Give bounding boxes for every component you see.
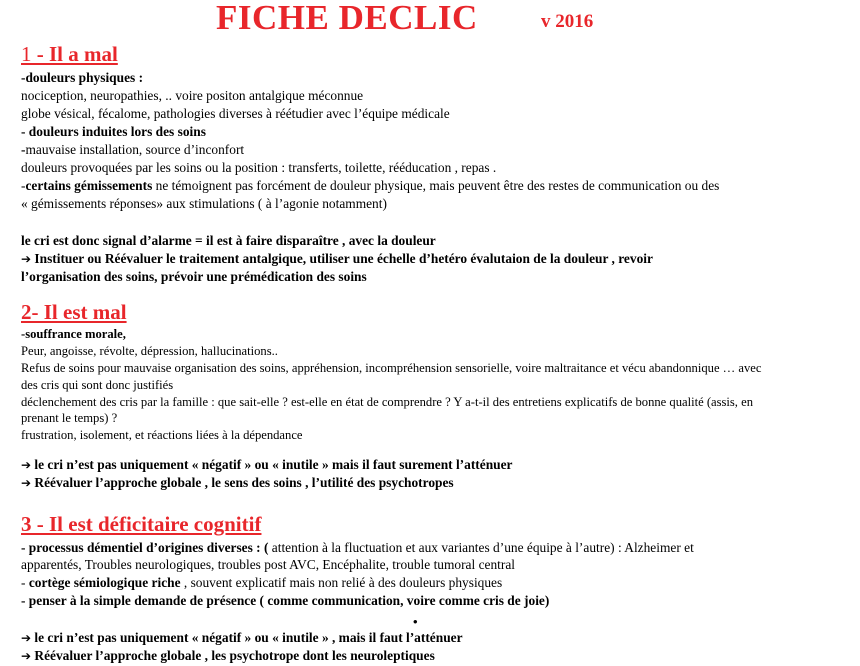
section-3-heading: 3 - Il est déficitaire cognitif: [21, 512, 262, 536]
s3-line-6-text: Réévaluer l’approche globale , les psychotrope dont les neuroleptiques: [31, 648, 435, 663]
s3-line-3-bold: cortège sémiologique riche: [28, 575, 181, 590]
s2-line-6: prenant le temps) ?: [21, 411, 118, 425]
s3-line-4: - penser à la simple demande de présence ( comme communication, voire comme cris de joie): [21, 593, 550, 608]
s3-line-1-bold: - processus démentiel d’origines diverses : (: [21, 540, 269, 555]
s1-line-7: [21, 178, 719, 193]
s2-line-9: [21, 475, 454, 491]
s2-line-8: [21, 457, 513, 473]
section-1-heading: [21, 42, 118, 67]
s3-line-3-text: , souvent explicatif mais non relié à des douleurs physiques: [180, 575, 503, 590]
s1-line-7-text: ne témoignent pas forcément de douleur physique, mais peuvent être des restes de communication ou des: [152, 178, 720, 193]
s2-line-2: Peur, angoisse, révolte, dépression, hallucinations..: [21, 344, 278, 358]
s1-line-5-text: mauvaise installation, source d’inconfort: [25, 142, 245, 157]
title-row: [0, 0, 860, 42]
arrow-icon: ➔: [21, 631, 32, 645]
document-title: FICHE DECLIC: [216, 0, 478, 37]
s1-line-4: - douleurs induites lors des soins: [21, 124, 206, 139]
section-2-heading: 2- Il est mal: [21, 300, 127, 324]
s3-line-6: [21, 648, 435, 664]
s1-line-5-dash: -: [21, 142, 26, 157]
s3-line-1-text: attention à la fluctuation et aux variantes d’une équipe à l’autre) : Alzheimer et: [268, 540, 694, 555]
s1-line-2: nociception, neuropathies, .. voire positon antalgique méconnue: [21, 88, 364, 103]
document-version: v 2016: [541, 11, 594, 32]
s2-line-1: -souffrance morale,: [21, 327, 126, 341]
s2-line-8-text: le cri n’est pas uniquement « négatif » ou « inutile » mais il faut surement l’atténuer: [31, 457, 513, 472]
s1-line-7-dash: -: [21, 178, 26, 193]
s1-line-8: « gémissements réponses» aux stimulations ( à l’agonie notamment): [21, 196, 387, 211]
s2-line-3: Refus de soins pour mauvaise organisation des soins, appréhension, incompréhension sensorielle, voire maltraitance et vécu abandonnique … avec: [21, 361, 762, 375]
s1-line-10-text: Instituer ou Réévaluer le traitement antalgique, utiliser une échelle d’hetéro évalutaion de la douleur , revoir: [31, 251, 653, 266]
s3-line-1: [21, 540, 694, 555]
s1-line-10: [21, 251, 653, 267]
s2-line-5: déclenchement des cris par la famille : que sait-elle ? est-elle en état de comprendre ? Y a-t-il des entretiens explicatifs de bonne qualité (assis, en: [21, 395, 753, 409]
s1-line-11: l’organisation des soins, prévoir une prémédication des soins: [21, 269, 367, 284]
s1-line-3: globe vésical, fécalome, pathologies diverses à réétudier avec l’équipe médicale: [21, 106, 450, 121]
s3-line-2: apparentés, Troubles neurologiques, troubles post AVC, Encéphalite, trouble tumoral central: [21, 557, 515, 572]
s2-line-9-text: Réévaluer l’approche globale , le sens des soins , l’utilité des psychotropes: [31, 475, 454, 490]
s1-line-1: -douleurs physiques :: [21, 70, 144, 85]
s3-line-3: [21, 575, 502, 590]
arrow-icon: ➔: [21, 458, 32, 472]
section-1-heading-text: - Il a mal: [31, 42, 118, 66]
bullet-icon: •: [413, 614, 418, 629]
arrow-icon: ➔: [21, 649, 32, 663]
s2-line-4: des cris qui sont donc justifiés: [21, 378, 174, 392]
arrow-icon: ➔: [21, 476, 32, 490]
s1-line-6: douleurs provoquées par les soins ou la position : transferts, toilette, rééducation , repas .: [21, 160, 497, 175]
s3-line-3-dash: -: [21, 575, 29, 590]
section-1-number: 1: [21, 42, 32, 66]
s3-line-5-text: le cri n’est pas uniquement « négatif » ou « inutile » , mais il faut l’atténuer: [31, 630, 463, 645]
s1-line-9: le cri est donc signal d’alarme = il est à faire disparaître , avec la douleur: [21, 233, 436, 248]
s1-line-5: [21, 142, 244, 157]
s3-line-5: [21, 630, 463, 646]
arrow-icon: ➔: [21, 252, 32, 266]
s1-line-7-bold: certains gémissements: [25, 178, 153, 193]
s2-line-7: frustration, isolement, et réactions liées à la dépendance: [21, 428, 303, 442]
